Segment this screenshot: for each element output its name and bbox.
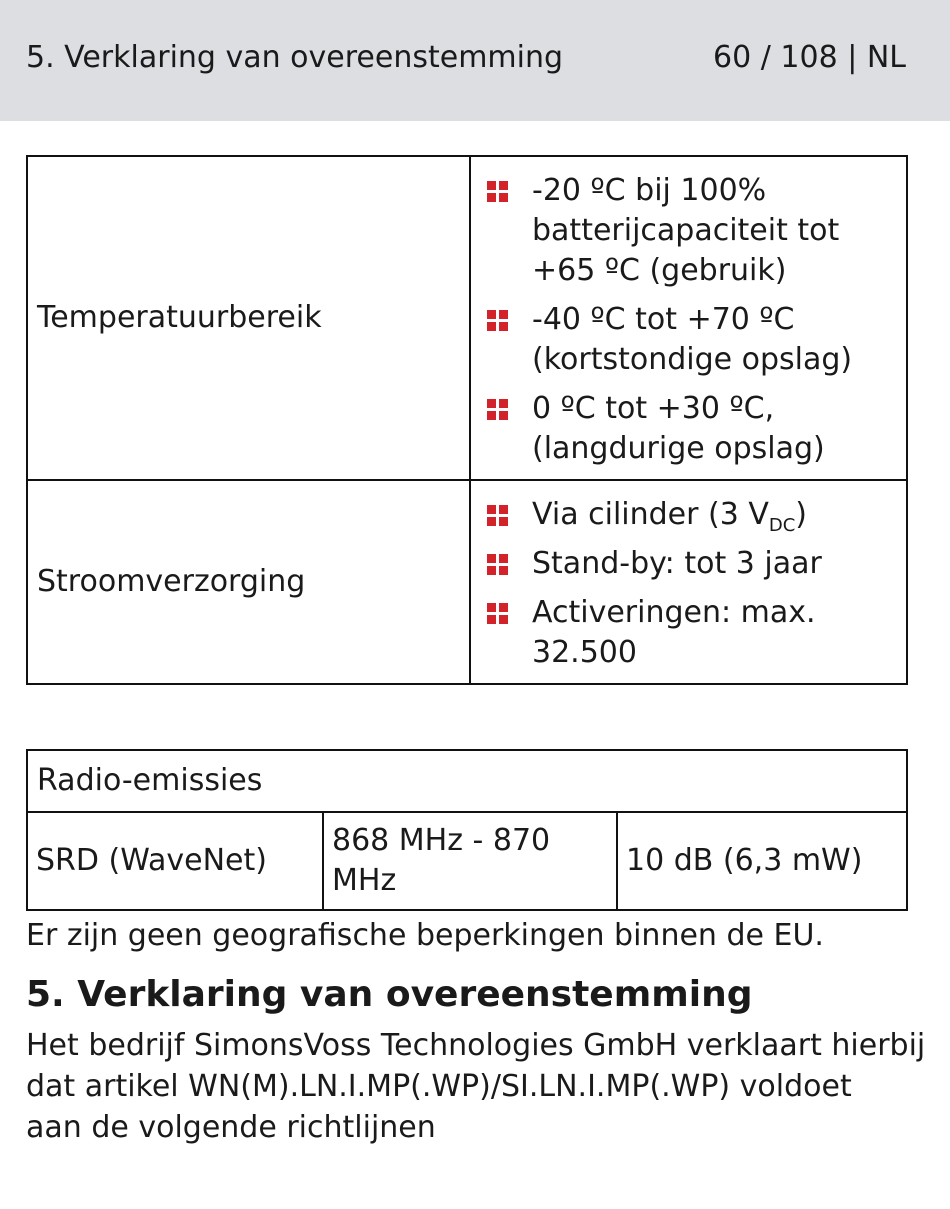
bullet-icon — [487, 554, 509, 576]
header-title: 5. Verklaring van overeenstemming — [26, 40, 564, 75]
radio-emissions-table — [26, 749, 908, 911]
page-header — [0, 0, 950, 121]
list-item: -40 ºC tot +70 ºC (kortstondige opslag) — [487, 300, 896, 380]
list-item: Stand-by: tot 3 jaar — [487, 544, 896, 584]
bullet-icon — [487, 399, 509, 421]
temperature-range-label: Temperatuurbereik — [27, 156, 470, 480]
power-supply-values — [470, 480, 907, 684]
body-line: aan de volgende richtlijnen — [26, 1110, 436, 1145]
list-item: -20 ºC bij 100% batterijcapaciteit tot +65 ºC (gebruik) — [487, 171, 896, 291]
radio-power-cell: 10 dB (6,3 mW) — [617, 812, 907, 910]
table-row — [27, 156, 907, 480]
eu-restriction-note: Er zijn geen geografische beperkingen binnen de EU. — [26, 918, 824, 953]
section-heading: 5. Verklaring van overeenstemming — [26, 974, 753, 1015]
radio-emissions-header: Radio-emissies — [27, 750, 907, 812]
table-row — [27, 750, 907, 812]
list-item: 0 ºC tot +30 ºC, (langdurige opslag) — [487, 389, 896, 469]
list-item: Via cilinder (3 $V_{DC}$) — [487, 495, 896, 535]
bullet-icon — [487, 310, 509, 332]
temperature-range-values — [470, 156, 907, 480]
specifications-table — [26, 155, 908, 685]
radio-frequency-cell: 868 MHz - 870 MHz — [323, 812, 617, 910]
list-item: Activeringen: max. 32.500 — [487, 593, 896, 673]
section-body — [26, 1025, 926, 1148]
radio-type-cell: SRD (WaveNet) — [27, 812, 323, 910]
page-number: 60 / 108 | NL — [713, 40, 906, 75]
bullet-icon — [487, 603, 509, 625]
body-line: dat artikel WN(M).LN.I.MP(.WP)/SI.LN.I.MP(.WP) voldoet — [26, 1069, 852, 1104]
bullet-icon — [487, 505, 509, 527]
table-row — [27, 812, 907, 910]
power-supply-label: Stroomverzorging — [27, 480, 470, 684]
table-row — [27, 480, 907, 684]
bullet-icon — [487, 181, 509, 203]
body-line: Het bedrijf SimonsVoss Technologies GmbH verklaart hierbij — [26, 1028, 926, 1063]
